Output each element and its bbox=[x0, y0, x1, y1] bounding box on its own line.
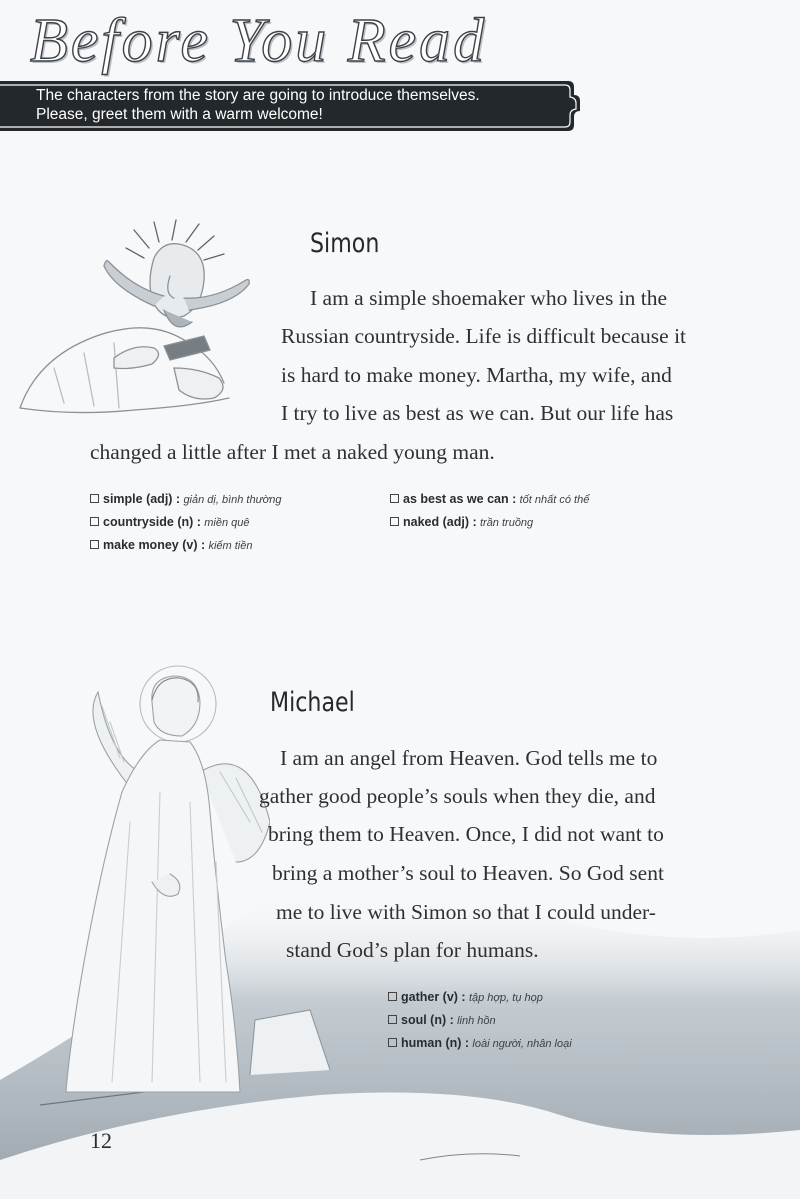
vocab-term: soul (n) : bbox=[401, 1013, 454, 1027]
simon-illustration bbox=[14, 218, 274, 423]
vocab-term: gather (v) : bbox=[401, 990, 466, 1004]
story-line: Russian countryside. Life is difficult because it bbox=[281, 324, 687, 348]
story-line: me to live with Simon so that I could under- bbox=[276, 900, 656, 924]
vocab-definition: linh hồn bbox=[457, 1015, 496, 1027]
simon-story-mid bbox=[281, 317, 712, 433]
vocab-definition: loài người, nhân loại bbox=[472, 1038, 572, 1050]
vocab-term: human (n) : bbox=[401, 1036, 470, 1050]
vocab-definition: giản dị, bình thường bbox=[183, 494, 282, 506]
story-line: I try to live as best as we can. But our life has bbox=[281, 401, 674, 425]
checkbox-square-icon bbox=[90, 540, 99, 549]
checkbox-square-icon bbox=[388, 992, 397, 1001]
vocab-term: as best as we can : bbox=[403, 492, 517, 506]
checkbox-square-icon bbox=[388, 1015, 397, 1024]
simon-story-bottom bbox=[90, 433, 712, 472]
character-name-michael: Michael bbox=[270, 687, 355, 718]
michael-vocab bbox=[388, 986, 572, 1055]
vocab-definition: tập hợp, tụ họp bbox=[468, 992, 543, 1004]
michael-story-line1 bbox=[280, 739, 712, 778]
vocab-item bbox=[390, 488, 589, 511]
vocab-term: make money (v) : bbox=[103, 538, 206, 552]
character-name-simon: Simon bbox=[310, 228, 380, 259]
vocab-definition: miền quê bbox=[204, 517, 250, 529]
intro-text bbox=[36, 86, 566, 124]
checkbox-square-icon bbox=[390, 517, 399, 526]
simon-story-top bbox=[310, 279, 712, 318]
michael-story-line4 bbox=[272, 854, 712, 893]
story-line: stand God’s plan for humans. bbox=[286, 938, 539, 962]
checkbox-square-icon bbox=[390, 494, 399, 503]
vocab-item bbox=[90, 488, 281, 511]
michael-story-line2 bbox=[259, 777, 712, 816]
checkbox-square-icon bbox=[388, 1038, 397, 1047]
vocab-term: countryside (n) : bbox=[103, 515, 201, 529]
story-line: I am an angel from Heaven. God tells me to bbox=[280, 746, 658, 770]
michael-story-line6 bbox=[286, 931, 712, 970]
story-line: bring a mother’s soul to Heaven. So God sent bbox=[272, 861, 664, 885]
page-title: Before You Read bbox=[30, 7, 488, 75]
vocab-item bbox=[388, 986, 572, 1009]
intro-line-1: The characters from the story are going to introduce themselves. bbox=[36, 87, 480, 104]
simon-vocab-right bbox=[390, 488, 589, 534]
intro-line-2: Please, greet them with a warm welcome! bbox=[36, 106, 323, 123]
checkbox-square-icon bbox=[90, 494, 99, 503]
simon-vocab-left bbox=[90, 488, 281, 557]
page-number: 12 bbox=[90, 1128, 112, 1153]
vocab-definition: trần truồng bbox=[479, 517, 534, 529]
vocab-definition: kiếm tiền bbox=[208, 540, 253, 552]
vocab-item bbox=[90, 511, 281, 534]
vocab-definition: tốt nhất có thể bbox=[519, 494, 590, 506]
vocab-term: simple (adj) : bbox=[103, 492, 181, 506]
vocab-item bbox=[388, 1032, 572, 1055]
vocab-term: naked (adj) : bbox=[403, 515, 477, 529]
vocab-item bbox=[390, 511, 589, 534]
story-line: I am a simple shoemaker who lives in the bbox=[310, 286, 668, 310]
vocab-item bbox=[388, 1009, 572, 1032]
story-line: bring them to Heaven. Once, I did not want to bbox=[268, 822, 664, 846]
michael-story-line3 bbox=[268, 815, 712, 854]
michael-story-line5 bbox=[276, 893, 712, 932]
intro-banner bbox=[0, 77, 585, 135]
story-line: is hard to make money. Martha, my wife, and bbox=[281, 362, 672, 387]
michael-angel-illustration bbox=[40, 662, 270, 1112]
story-line: changed a little after I met a naked young man. bbox=[90, 440, 495, 464]
vocab-item bbox=[90, 534, 281, 557]
checkbox-square-icon bbox=[90, 517, 99, 526]
story-line: gather good people’s souls when they die, and bbox=[259, 784, 656, 808]
